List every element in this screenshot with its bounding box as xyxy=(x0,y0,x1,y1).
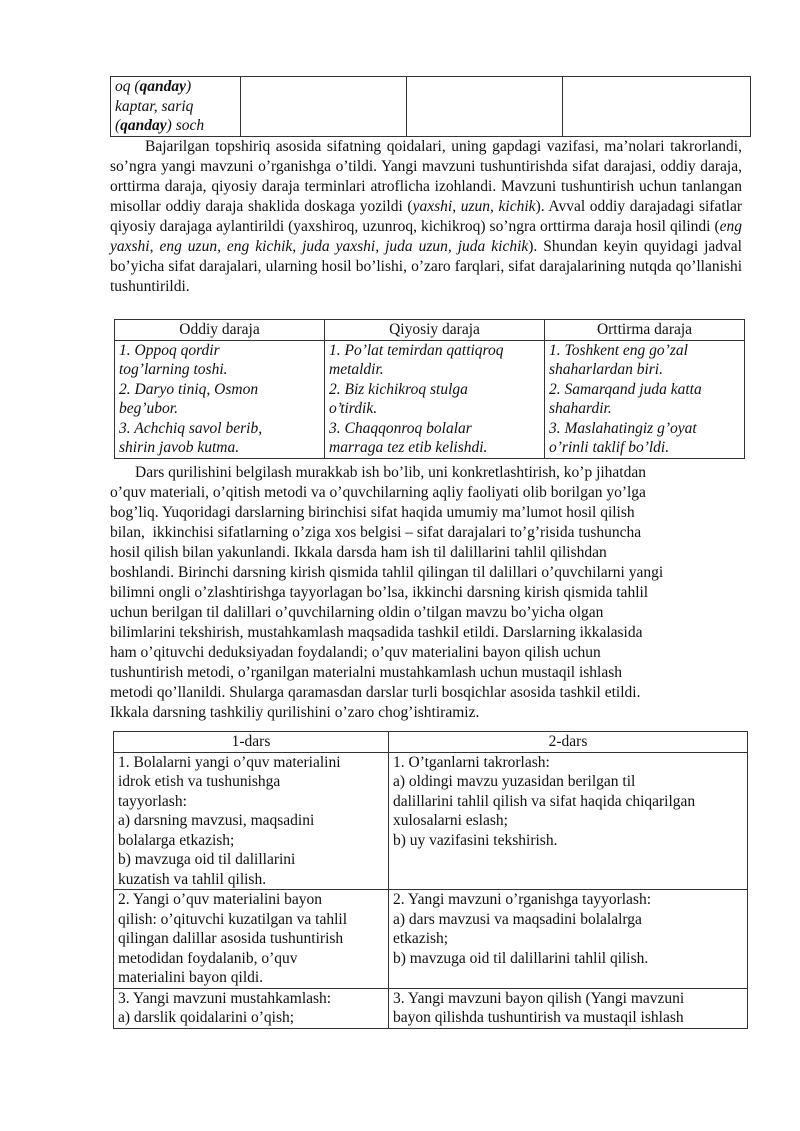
table-header-row xyxy=(114,732,748,753)
top-table-cell-empty xyxy=(563,77,751,137)
column-header-qiyosiy: Qiyosiy daraja xyxy=(325,320,545,341)
top-table-cell-example: oq (qanday) kaptar, sariq (qanday) soch xyxy=(111,77,241,137)
column-header-oddiy: Oddiy daraja xyxy=(115,320,325,341)
text-line: hosil qilish bilan yakunlandi. Ikkala darsda ham ish til dalillarini tahlil qilishdan xyxy=(110,544,607,561)
text-line: Dars qurilishini belgilash murakkab ish bo’lib, uni konkretlashtirish, ko’p jihatdan xyxy=(135,464,646,481)
examples-qiyosiy: 1. Po’lat temirdan qattiqroq metaldir. 2. Biz kichikroq stulga o’tirdik. 3. Chaqqonroq bolalar marraga tez etib kelishdi. xyxy=(325,340,545,458)
text-line: Ikkala darsning tashkiliy qurilishini o’zaro chog’ishtiramiz. xyxy=(110,704,480,721)
lesson-2-step-3: 3. Yangi mavzuni bayon qilish (Yangi mavzuni bayon qilishda tushuntirish va mustaqil ishlash xyxy=(389,988,748,1028)
table-row xyxy=(114,890,748,989)
column-header-lesson-1: 1-dars xyxy=(114,732,389,753)
lesson-2-step-1: 1. O’tganlarni takrorlash: a) oldingi mavzu yuzasidan berilgan til dalillarini tahlil qilish va sifat haqida chiqarilgan xulosalarni eslash; b) uy vazifasini tekshirish. xyxy=(389,752,748,890)
table-row xyxy=(111,77,751,137)
column-header-orttirma: Orttirma daraja xyxy=(545,320,745,341)
table-row xyxy=(114,988,748,1028)
lesson-table xyxy=(113,731,748,1029)
text-line: uchun berilgan til dalillari o’quvchilarning oldin o’tilgan mavzu bo’yicha olgan xyxy=(110,604,604,621)
text-line: metodi qo’llanildi. Shularga qaramasdan darslar turli bosqichlar asosida tashkil etildi. xyxy=(110,684,641,701)
lesson-2-step-2: 2. Yangi mavzuni o’rganishga tayyorlash: a) dars mavzusi va maqsadini bolalalrga etkazish; b) mavzuga oid til dalillarini tahlil qilish. xyxy=(389,890,748,989)
table-header-row xyxy=(115,320,745,341)
examples-oddiy: 1. Oppoq qordir tog’larning toshi. 2. Daryo tiniq, Osmon beg’ubor. 3. Achchiq savol berib, shirin javob kutma. xyxy=(115,340,325,458)
examples-orttirma: 1. Toshkent eng go’zal shaharlardan biri. 2. Samarqand juda katta shahardir. 3. Maslahatingiz g’oyat o’rinli taklif bo’ldi. xyxy=(545,340,745,458)
text-line: o’quv materiali, o’qitish metodi va o’quvchilarning aqliy faoliyati olib borilgan yo’lga xyxy=(110,484,646,501)
degree-table xyxy=(114,319,745,459)
paragraph-intro: Bajarilgan topshiriq asosida sifatning qoidalari, uning gapdagi vazifasi, ma’nolari takrorlandi, so’ngra yangi mavzuni o’rganishga o’tildi. Yangi mavzuni tushuntirishda sifat darajasi, oddiy daraja, orttirma daraja, qiyosiy daraja terminlari atroflicha izohlandi. Mavzuni tushuntirish uchun tanlangan misollar oddiy daraja shaklida doskaga yozildi (yaxshi, uzun, kichik). Avval oddiy darajadagi sifatlar qiyosiy darajaga aylantirildi (yaxshiroq, uzunroq, kichikroq) so’ngra orttirma daraja hosil qilindi (eng yaxshi, eng uzun, eng kichik, juda yaxshi, juda uzun, juda kichik). Shundan keyin quyidagi jadval bo’yicha sifat darajalari, ularning hosil bo’lishi, o’zaro farqlari, sifat darajalarining nutqda qo’llanishi tushuntirildi. xyxy=(110,138,743,295)
top-table-cell-empty xyxy=(241,77,407,137)
table-row xyxy=(114,752,748,890)
table-row xyxy=(115,340,745,458)
text-line: boshlandi. Birinchi darsning kirish qismida tahlil qilingan til dalillari o’quvchilarni yangi xyxy=(110,564,664,581)
text-line: tushuntirish metodi, o’rganilgan materialni mustahkamlash uchun mustaqil ishlash xyxy=(110,664,622,681)
text-line: bilan, ikkinchisi sifatlarning o’ziga xos belgisi – sifat darajalari to’g’risida tushuncha xyxy=(110,524,642,541)
top-table-cell-empty xyxy=(407,77,563,137)
lesson-1-step-1: 1. Bolalarni yangi o’quv materialini idrok etish va tushunishga tayyorlash: a) darsning mavzusi, maqsadini bolalarga etkazish; b) mavzuga oid til dalillarini kuzatish va tahlil qilish. xyxy=(114,752,389,890)
text-line: ham o’qituvchi deduksiyadan foydalandi; o’quv materialini bayon qilish uchun xyxy=(110,644,601,661)
lesson-1-step-2: 2. Yangi o’quv materialini bayon qilish: o’qituvchi kuzatilgan va tahlil qilingan dalillar asosida tushuntirish metodidan foydalanib, o’quv materialini bayon qildi. xyxy=(114,890,389,989)
text-line: bilimlarini tekshirish, mustahkamlash maqsadida tashkil etildi. Darslarning ikkalasida xyxy=(110,624,643,641)
column-header-lesson-2: 2-dars xyxy=(389,732,748,753)
top-table xyxy=(110,76,751,137)
text-line: bog’liq. Yuqoridagi darslarning birinchisi sifat haqida umumiy ma’lumot hosil qilish xyxy=(110,504,635,521)
text-line: bilimni ongli o’zlashtirishga tayyorlagan bo’lsa, ikkinchi darsning kirish qismida tahlil xyxy=(110,584,649,601)
paragraph-analysis xyxy=(110,463,750,723)
lesson-1-step-3: 3. Yangi mavzuni mustahkamlash: a) darslik qoidalarini o’qish; xyxy=(114,988,389,1028)
